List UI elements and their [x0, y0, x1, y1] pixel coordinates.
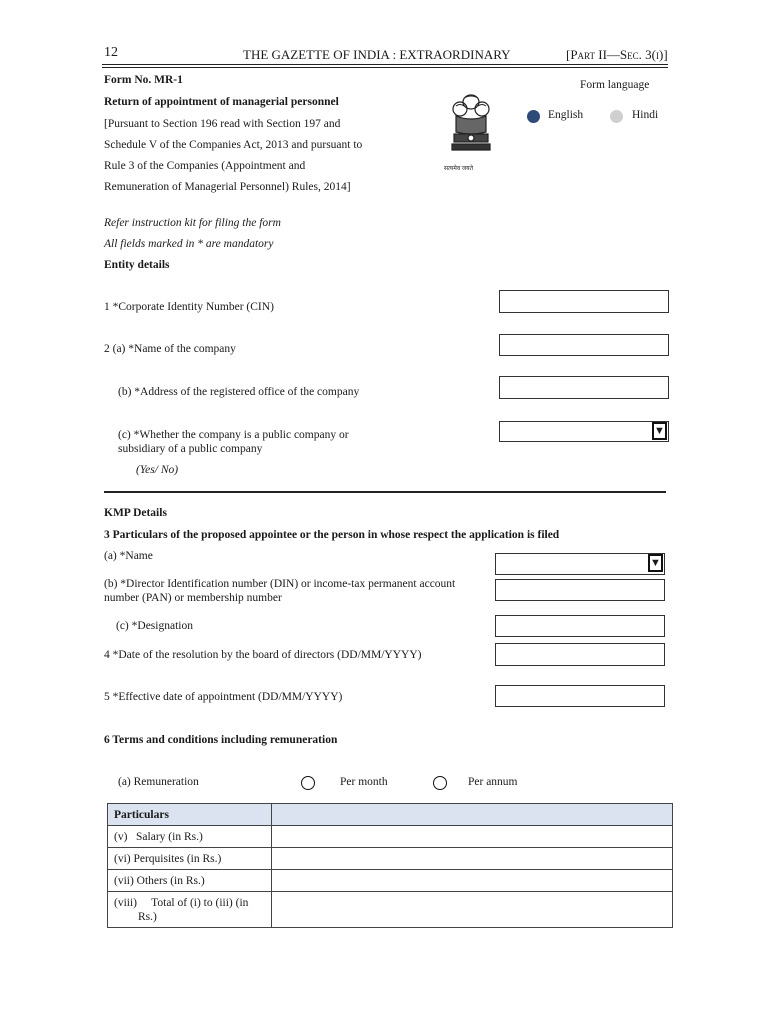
salary-label: (v) Salary (in Rs.) — [108, 826, 272, 848]
emblem-icon — [446, 92, 496, 164]
form-title: Return of appointment of managerial personnel — [104, 96, 339, 108]
form-number: Form No. MR-1 — [104, 74, 183, 86]
effective-date-label: 5 *Effective date of appointment (DD/MM/YYYY) — [104, 691, 343, 703]
public-company-label: (c) *Whether the company is a public company or — [118, 429, 349, 441]
din-pan-label-2: number (PAN) or membership number — [104, 592, 282, 604]
appointee-name-select[interactable] — [495, 553, 665, 575]
others-label: (vii) Others (in Rs.) — [108, 870, 272, 892]
per-annum-label: Per annum — [468, 776, 518, 788]
appointee-name-label: (a) *Name — [104, 550, 153, 562]
pursuant-line-2: Schedule V of the Companies Act, 2013 and pursuant to — [104, 139, 363, 151]
resolution-date-input[interactable] — [495, 643, 665, 666]
perquisites-label: (vi) Perquisites (in Rs.) — [108, 848, 272, 870]
public-company-dropdown-button[interactable] — [652, 422, 667, 440]
designation-input[interactable] — [495, 615, 665, 637]
english-label: English — [548, 109, 584, 121]
hindi-radio[interactable] — [610, 110, 623, 123]
per-annum-radio[interactable] — [433, 776, 447, 790]
english-radio[interactable] — [527, 110, 540, 123]
remuneration-label: (a) Remuneration — [118, 776, 199, 788]
chevron-down-icon: ▼ — [650, 556, 661, 569]
section-divider — [104, 491, 666, 493]
table-row — [108, 870, 673, 892]
gazette-title: THE GAZETTE OF INDIA : EXTRAORDINARY — [243, 47, 511, 62]
form-language-label: Form language — [580, 79, 650, 91]
terms-heading: 6 Terms and conditions including remuneration — [104, 734, 338, 746]
kmp-details-heading: KMP Details — [104, 507, 167, 519]
total-label-line-1: (viii) Total of (i) to (iii) (in — [114, 896, 249, 909]
header-rule-top — [102, 64, 668, 65]
registered-office-label: (b) *Address of the registered office of the company — [118, 386, 360, 398]
cin-input[interactable] — [499, 290, 669, 313]
total-label — [108, 892, 272, 928]
table-row — [108, 848, 673, 870]
part-section: [Part II—Sec. 3(i)] — [566, 47, 668, 62]
mandatory-note: All fields marked in * are mandatory — [104, 238, 274, 250]
resolution-date-label: 4 *Date of the resolution by the board of directors (DD/MM/YYYY) — [104, 649, 422, 661]
pursuant-line-1: [Pursuant to Section 196 read with Section 197 and — [104, 118, 341, 130]
total-input[interactable] — [272, 892, 673, 928]
instruction-kit-note: Refer instruction kit for filing the form — [104, 217, 281, 229]
public-company-select[interactable] — [499, 421, 669, 442]
remuneration-table — [107, 803, 673, 928]
designation-label: (c) *Designation — [116, 620, 193, 632]
particulars-heading: 3 Particulars of the proposed appointee or the person in whose respect the application is filed — [104, 529, 560, 541]
chevron-down-icon: ▼ — [654, 424, 665, 437]
registered-office-input[interactable] — [499, 376, 669, 399]
others-input[interactable] — [272, 870, 673, 892]
table-row — [108, 826, 673, 848]
per-month-label: Per month — [340, 776, 388, 788]
hindi-label: Hindi — [632, 109, 659, 121]
pursuant-line-4: Remuneration of Managerial Personnel) Rules, 2014] — [104, 181, 351, 193]
per-month-radio[interactable] — [301, 776, 315, 790]
din-pan-label: (b) *Director Identification number (DIN) or income-tax permanent account — [104, 578, 456, 590]
header-rule-bottom — [102, 67, 668, 68]
appointee-name-dropdown-button[interactable] — [648, 554, 663, 572]
yes-no-hint: (Yes/ No) — [136, 464, 179, 476]
effective-date-input[interactable] — [495, 685, 665, 707]
salary-input[interactable] — [272, 826, 673, 848]
company-name-input[interactable] — [499, 334, 669, 356]
emblem-caption: सत्यमेव जयते — [444, 166, 474, 172]
company-name-label: 2 (a) *Name of the company — [104, 343, 236, 355]
perquisites-input[interactable] — [272, 848, 673, 870]
public-company-label-2: subsidiary of a public company — [118, 443, 263, 455]
pursuant-line-3: Rule 3 of the Companies (Appointment and — [104, 160, 306, 172]
table-row — [108, 892, 673, 928]
table-header-row — [108, 804, 673, 826]
din-pan-input[interactable] — [495, 579, 665, 601]
national-emblem — [446, 92, 496, 172]
particulars-header: Particulars — [108, 804, 272, 826]
entity-details-heading: Entity details — [104, 259, 170, 271]
total-label-line-2: Rs.) — [138, 910, 157, 923]
page-number: 12 — [104, 45, 118, 60]
cin-label: 1 *Corporate Identity Number (CIN) — [104, 301, 274, 313]
particulars-header-blank — [272, 804, 673, 826]
